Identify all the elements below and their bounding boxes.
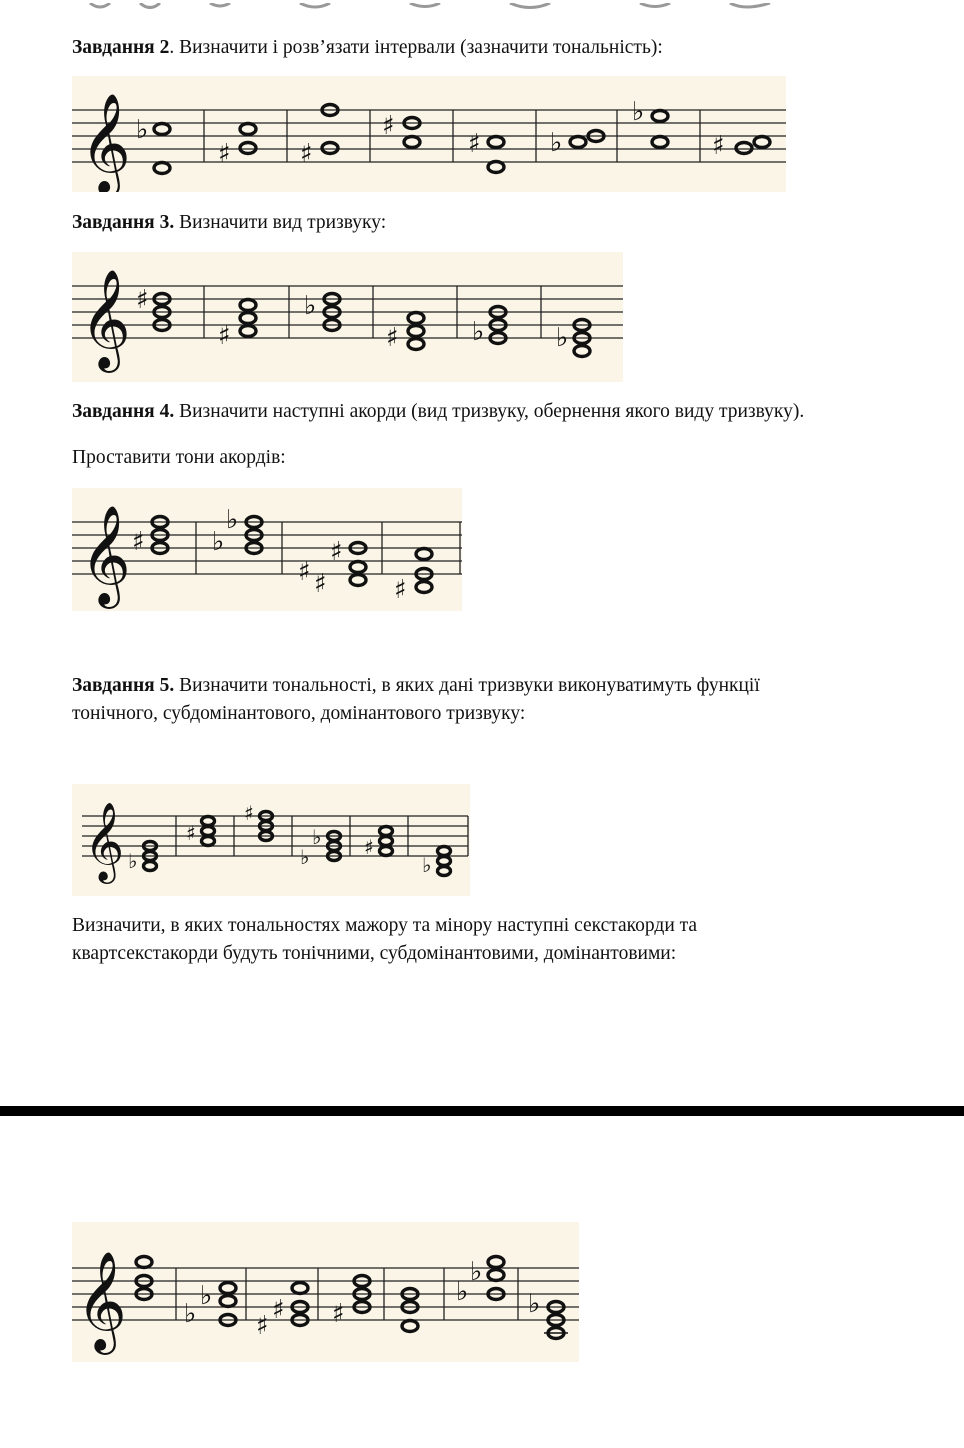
chord-7 [528, 1289, 568, 1339]
previous-page-fragment [80, 0, 780, 10]
sharp-icon: ♯ [468, 129, 481, 159]
flat-icon: ♭ [304, 291, 317, 321]
sharp-icon: ♯ [300, 139, 313, 169]
task5-heading [72, 672, 760, 700]
sharp-icon: ♯ [132, 527, 145, 557]
task3-title: Завдання 3. [72, 212, 175, 233]
sharp-icon: ♯ [218, 321, 231, 351]
sharp-icon: ♯ [382, 111, 395, 141]
sharp-icon: ♯ [256, 1311, 269, 1341]
task5-title: Завдання 5. [72, 675, 175, 696]
task4-staff [72, 488, 462, 611]
chord-2 [184, 1281, 236, 1329]
chord-4 [332, 1276, 370, 1330]
task5-text-line1: Визначити тональності, в яких дані тризвуки виконуватимуть функції [174, 675, 760, 696]
flat-icon: ♭ [422, 853, 432, 877]
sharp-icon: ♯ [186, 821, 196, 845]
flat-icon: ♭ [470, 1257, 483, 1287]
task2-text: . Визначити і розв’язати інтервали (зазначити тональність): [169, 37, 663, 58]
task3-text: Визначити вид тризвуку: [174, 212, 387, 233]
interval-7 [632, 97, 668, 148]
treble-clef-icon: 𝄞 [84, 802, 125, 881]
flat-icon: ♭ [632, 97, 645, 127]
flat-icon: ♭ [456, 1277, 469, 1307]
sharp-icon: ♯ [314, 569, 327, 599]
interval-1 [136, 115, 170, 174]
triad-2 [186, 817, 215, 846]
sharp-icon: ♯ [272, 1295, 285, 1325]
sharp-icon: ♯ [136, 285, 149, 315]
flat-icon: ♭ [226, 505, 239, 535]
chord-3 [256, 1283, 308, 1342]
sharp-icon: ♯ [712, 131, 725, 161]
flat-icon: ♭ [312, 825, 322, 849]
task4-title: Завдання 4. [72, 401, 175, 422]
task4-subtext: Проставити тони акордів: [72, 447, 286, 468]
triad-4 [300, 825, 341, 869]
page-separator [0, 1106, 964, 1116]
flat-icon: ♭ [128, 849, 138, 873]
sharp-icon: ♯ [218, 139, 231, 169]
chord-4 [394, 549, 432, 606]
chord-6 [456, 1257, 504, 1308]
triad-1 [136, 285, 170, 331]
triad-5 [364, 827, 393, 860]
triad-3 [244, 801, 273, 841]
sharp-icon: ♯ [394, 575, 407, 605]
flat-icon: ♭ [184, 1299, 197, 1329]
task6-text-line2: квартсекстакорди будуть тонічними, субдомінантовими, домінантовими: [72, 943, 677, 964]
sharp-icon: ♯ [332, 1299, 345, 1329]
sharp-icon: ♯ [298, 557, 311, 587]
triad-6 [422, 847, 451, 878]
treble-clef-icon: 𝄞 [80, 505, 131, 605]
treble-clef-icon: 𝄞 [80, 269, 131, 369]
flat-icon: ♭ [472, 317, 485, 347]
staff-lines [82, 816, 468, 856]
task3-staff [72, 252, 623, 382]
task4-text: Визначити наступні акорди (вид тризвуку, обернення якого виду тризвуку). [174, 401, 805, 422]
chord-3 [298, 537, 366, 599]
task2-heading [72, 34, 663, 62]
flat-icon: ♭ [300, 845, 310, 869]
task4-heading [72, 398, 804, 426]
sharp-icon: ♯ [386, 323, 399, 353]
task3-heading [72, 209, 386, 237]
task6-staff [72, 1222, 579, 1362]
flat-icon: ♭ [212, 527, 225, 557]
task2-staff [72, 76, 786, 192]
flat-icon: ♭ [200, 1281, 213, 1311]
flat-icon: ♭ [550, 128, 563, 158]
triad-4 [386, 313, 424, 354]
staff-lines [72, 110, 786, 162]
interval-3 [300, 105, 338, 170]
flat-icon: ♭ [556, 323, 569, 353]
treble-clef-icon: 𝄞 [76, 1251, 127, 1351]
treble-clef-icon: 𝄞 [80, 93, 131, 192]
flat-icon: ♭ [136, 115, 149, 145]
sharp-icon: ♯ [364, 835, 374, 859]
task5-staff [72, 784, 470, 896]
flat-icon: ♭ [528, 1289, 541, 1319]
interval-6 [550, 128, 604, 158]
interval-4 [382, 111, 420, 148]
chord-5 [402, 1289, 418, 1332]
chord-2 [212, 505, 262, 557]
sharp-icon: ♯ [244, 801, 254, 825]
task6-text-line1: Визначити, в яких тональностях мажору та мінору наступні секстакорди та [72, 915, 698, 936]
task2-title: Завдання 2 [72, 37, 170, 58]
task5-text-line2: тонічного, субдомінантового, домінантового тризвуку: [72, 703, 526, 724]
chord-1 [136, 1257, 152, 1300]
sharp-icon: ♯ [330, 537, 343, 567]
